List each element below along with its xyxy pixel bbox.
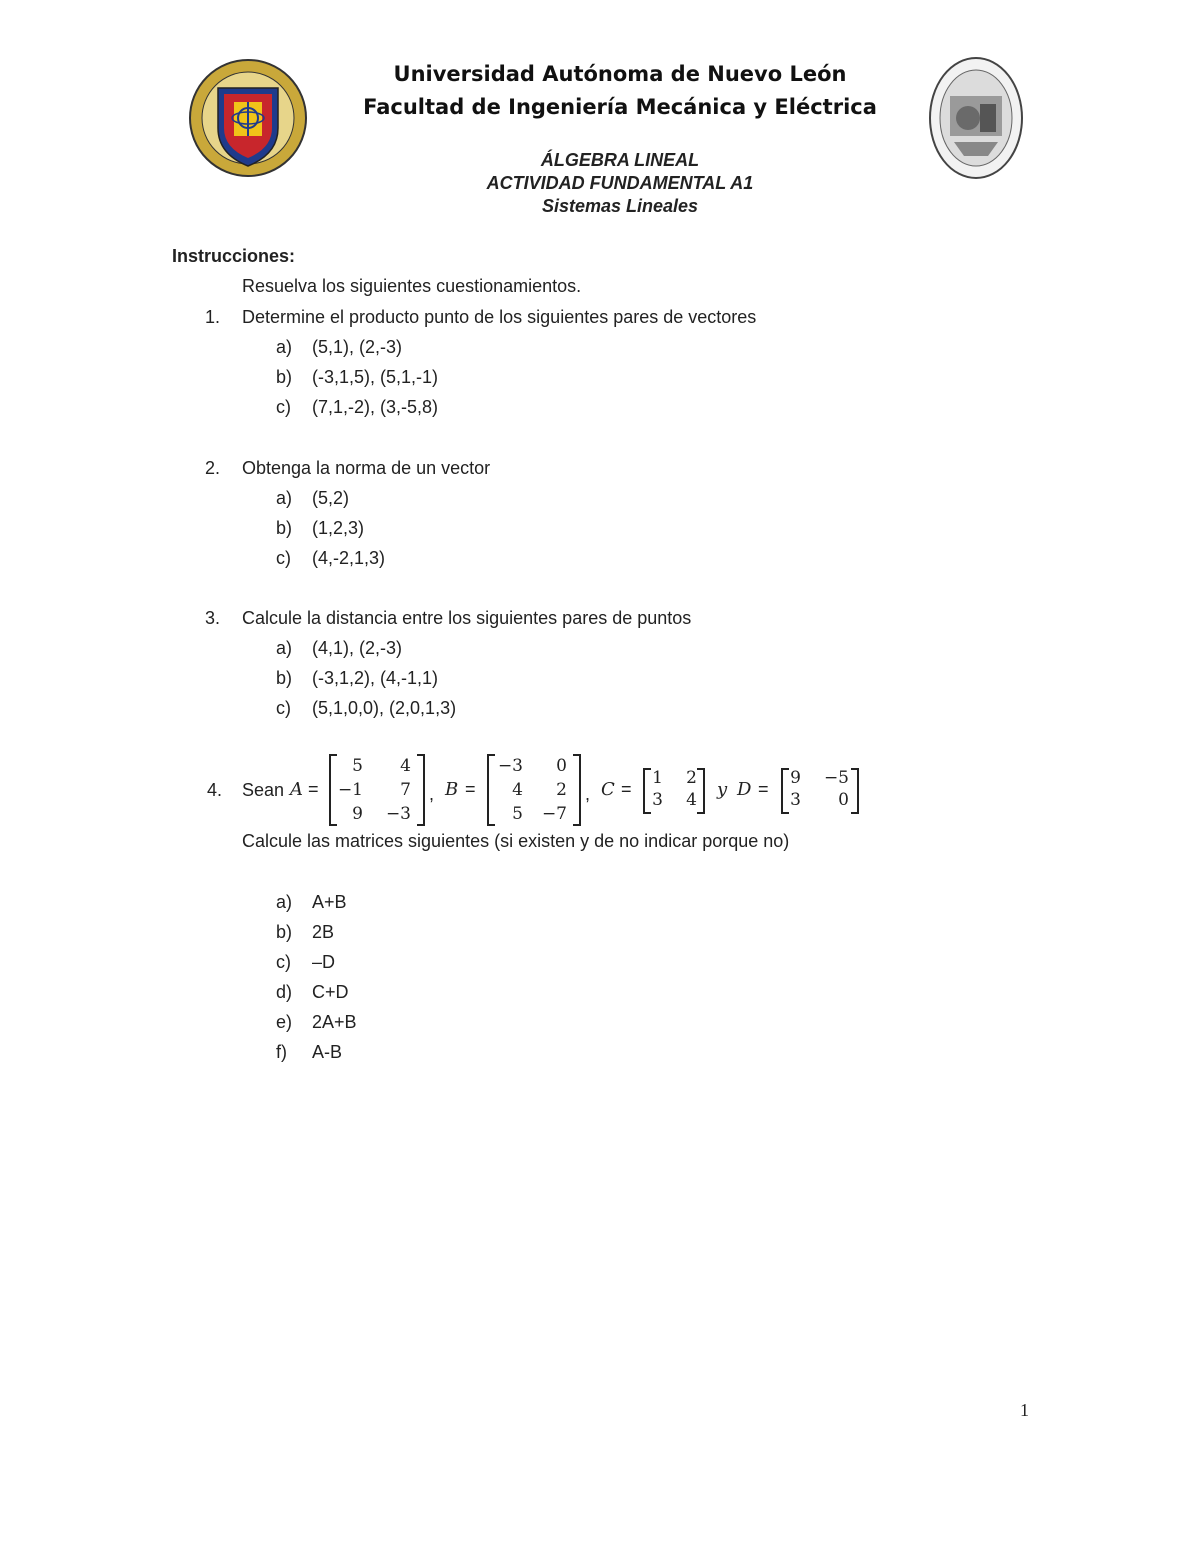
- matrix-cell: 0: [838, 790, 849, 810]
- question-number: 4.: [207, 780, 223, 800]
- matrix-cell: 5: [352, 756, 363, 776]
- matrix-cell: 9: [790, 768, 801, 788]
- item-text: –D: [312, 952, 336, 972]
- matrix-cell: 5: [512, 804, 523, 824]
- item-label: b): [276, 518, 293, 538]
- question-4-text: Calcule las matrices siguientes (si existen y de no indicar porque no): [242, 831, 790, 851]
- matrix-conjunction: y: [717, 779, 728, 800]
- subject-title: ÁLGEBRA LINEAL: [540, 150, 700, 170]
- item-text: (1,2,3): [312, 518, 365, 538]
- matrix-cell: 4: [686, 790, 697, 810]
- question-text: Determine el producto punto de los siguientes pares de vectores: [242, 307, 757, 327]
- matrix-b-name: B: [445, 779, 459, 800]
- matrix-cell: 7: [400, 780, 411, 800]
- item-label: c): [276, 397, 291, 417]
- item-text: A+B: [312, 892, 347, 912]
- item-text: (5,1), (2,-3): [312, 337, 403, 357]
- matrix-cell: 3: [652, 790, 663, 810]
- matrix-cell: 9: [352, 804, 363, 824]
- item-label: c): [276, 952, 291, 972]
- matrix-cell: 2: [556, 780, 567, 800]
- university-seal-logo: [186, 58, 310, 178]
- item-text: (4,1), (2,-3): [312, 638, 403, 658]
- item-text: (5,1,0,0), (2,0,1,3): [312, 698, 457, 718]
- item-label: d): [276, 982, 293, 1002]
- item-label: c): [276, 548, 291, 568]
- item-label: a): [276, 892, 293, 912]
- question-number: 1.: [204, 307, 220, 327]
- matrix-cell: 3: [790, 790, 801, 810]
- item-text: (4,-2,1,3): [312, 548, 386, 568]
- question-number: 3.: [204, 608, 220, 628]
- matrix-cell: −3: [497, 756, 523, 776]
- item-label: f): [276, 1042, 287, 1062]
- item-text: (-3,1,5), (5,1,-1): [312, 367, 439, 387]
- matrix-cell: 4: [400, 756, 411, 776]
- matrix-cell: −7: [541, 804, 567, 824]
- item-label: e): [276, 1012, 293, 1032]
- item-text: 2A+B: [312, 1012, 357, 1032]
- item-text: (5,2): [312, 488, 350, 508]
- question-number: 2.: [204, 458, 220, 478]
- matrix-d-name: D: [737, 779, 752, 800]
- item-label: a): [276, 488, 293, 508]
- matrix-cell: 4: [512, 780, 523, 800]
- question-text: Calcule la distancia entre los siguientes pares de puntos: [242, 608, 692, 628]
- item-label: b): [276, 922, 293, 942]
- topic-title: Sistemas Lineales: [541, 196, 699, 216]
- instructions-text: Resuelva los siguientes cuestionamientos.: [242, 276, 582, 296]
- matrix-c: [643, 768, 705, 814]
- matrix-cell: −3: [385, 804, 411, 824]
- question-4-matrices: 4. Sean A = 5 4 −1 7 9 −3 , B = −3 0 4 2 5 −7 , C = 1 2 3 4 y D = 9 −5 3 0: [207, 750, 907, 830]
- matrix-cell: 2: [686, 768, 697, 788]
- question-text: Obtenga la norma de un vector: [242, 458, 491, 478]
- matrix-c-name: C: [601, 779, 615, 800]
- matrix-cell: 1: [652, 768, 663, 788]
- matrix-cell: −5: [823, 768, 849, 788]
- item-text: (-3,1,2), (4,-1,1): [312, 668, 439, 688]
- faculty-name: Facultad de Ingeniería Mecánica y Eléctrica: [363, 95, 877, 119]
- item-label: a): [276, 638, 293, 658]
- item-text: 2B: [312, 922, 335, 942]
- item-text: (7,1,-2), (3,-5,8): [312, 397, 439, 417]
- item-text: A-B: [312, 1042, 343, 1062]
- university-name: Universidad Autónoma de Nuevo León: [393, 62, 847, 86]
- matrix-cell: 0: [556, 756, 567, 776]
- question-intro: Sean: [242, 780, 285, 800]
- matrix-d: [781, 768, 859, 814]
- matrix-b: [487, 754, 581, 826]
- instructions-heading: Instrucciones:: [172, 246, 296, 266]
- item-label: a): [276, 337, 293, 357]
- matrix-a-name: A: [290, 779, 303, 800]
- matrix-cell: −1: [337, 780, 363, 800]
- item-label: b): [276, 367, 293, 387]
- faculty-seal-logo: [928, 56, 1024, 180]
- matrix-a: [329, 754, 425, 826]
- activity-title: ACTIVIDAD FUNDAMENTAL A1: [486, 173, 754, 193]
- item-text: C+D: [312, 982, 349, 1002]
- item-label: c): [276, 698, 291, 718]
- page-number: 1: [1020, 1400, 1029, 1420]
- item-label: b): [276, 668, 293, 688]
